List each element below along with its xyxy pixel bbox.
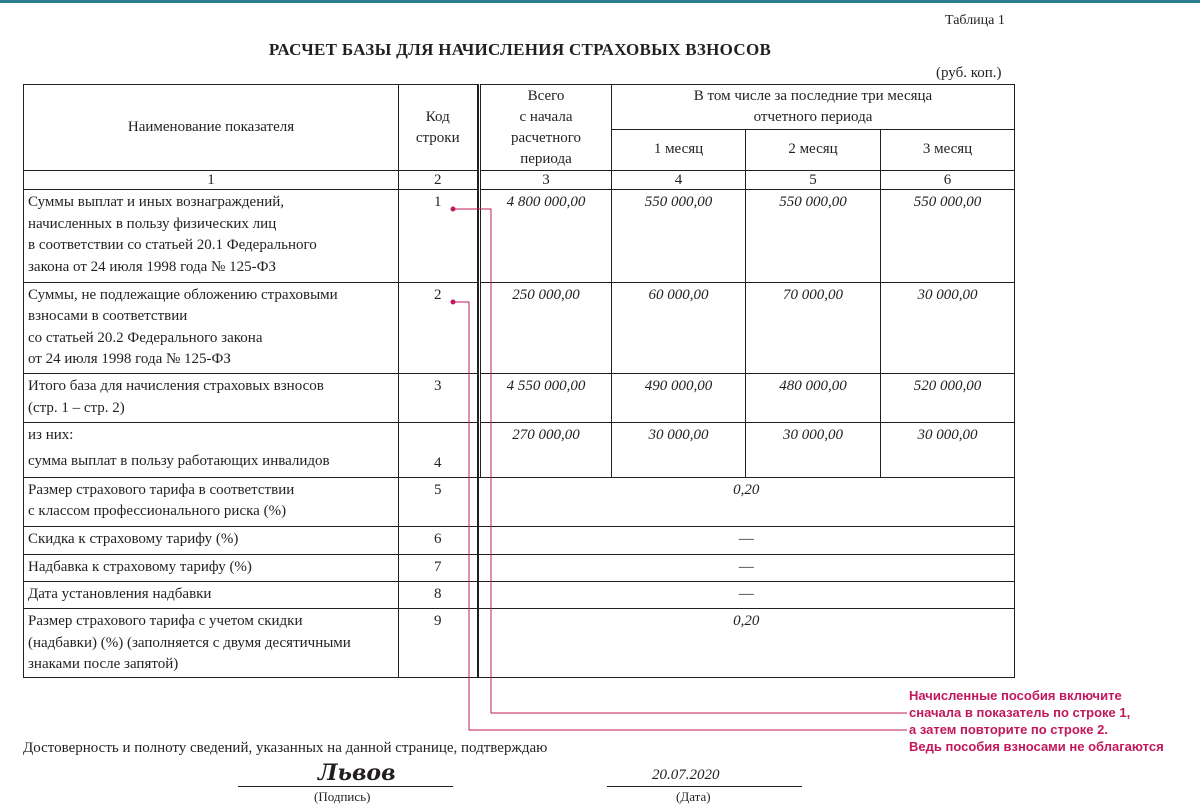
col-header-last3: В том числе за последние три месяца отчетного периода — [612, 85, 1015, 130]
row-code: 5 — [399, 477, 478, 527]
row-name: Скидка к страховому тарифу (%) — [24, 527, 399, 554]
leader-dot-row2 — [451, 300, 456, 305]
row-name: Суммы, не подлежащие обложению страховыми взносами в соответствии со статьей 20.2 Федерального закона от 24 июля 1998 года № 125-ФЗ — [24, 282, 399, 373]
col-number: 4 — [612, 171, 746, 190]
col-header-total: Всего с начала расчетного периода — [481, 85, 612, 171]
leader-dot-row1 — [451, 207, 456, 212]
row-code: 3 — [399, 374, 478, 423]
value-total: 270 000,00 — [481, 422, 612, 477]
value-month1: 60 000,00 — [612, 282, 746, 373]
date-caption: (Дата) — [676, 789, 711, 804]
value-month1: 490 000,00 — [612, 374, 746, 423]
table-number: Таблица 1 — [945, 13, 1005, 28]
page-title: РАСЧЕТ БАЗЫ ДЛЯ НАЧИСЛЕНИЯ СТРАХОВЫХ ВЗНОСОВ — [268, 40, 772, 59]
row-code: 9 — [399, 609, 478, 678]
row-name: из них: сумма выплат в пользу работающих инвалидов — [24, 422, 399, 477]
confirmation-text: Достоверность и полноту сведений, указанных на данной странице, подтверждаю — [23, 740, 548, 756]
value-month2: 480 000,00 — [746, 374, 881, 423]
value-total: 4 800 000,00 — [481, 190, 612, 282]
col-number: 6 — [881, 171, 1015, 190]
value-month3: 520 000,00 — [881, 374, 1015, 423]
row-name: Суммы выплат и иных вознаграждений, начисленных в пользу физических лиц в соответствии со статьей 20.1 Федерального закона от 24 июля 1998 года № 125-ФЗ — [24, 190, 399, 282]
col-header-code: Код строки — [399, 85, 478, 171]
units-label: (руб. коп.) — [936, 65, 1002, 81]
value-merged: 0,20 — [478, 477, 1015, 527]
row-code: 6 — [399, 527, 478, 554]
col-header-month1: 1 месяц — [612, 129, 746, 171]
value-merged: 0,20 — [478, 609, 1015, 678]
value-month3: 30 000,00 — [881, 282, 1015, 373]
row-name: Размер страхового тарифа в соответствии с классом профессионального риска (%) — [24, 477, 399, 527]
value-month3: 550 000,00 — [881, 190, 1015, 282]
value-month2: 70 000,00 — [746, 282, 881, 373]
value-merged: — — [478, 582, 1015, 609]
annotation-note: Начисленные пособия включите сначала в показатель по строке 1, а затем повторите по строке 2. Ведь пособия взносами не облагаются — [909, 688, 1164, 754]
signature: Львов — [318, 760, 396, 786]
value-total: 4 550 000,00 — [481, 374, 612, 423]
col-header-month2: 2 месяц — [746, 129, 881, 171]
row-code: 1 — [399, 190, 478, 282]
date-line — [607, 786, 802, 787]
col-header-name: Наименование показателя — [24, 85, 399, 171]
col-number: 1 — [24, 171, 399, 190]
signature-line — [238, 786, 453, 787]
col-number: 3 — [481, 171, 612, 190]
row-code: 2 — [399, 282, 478, 373]
row-name: Надбавка к страховому тарифу (%) — [24, 554, 399, 581]
col-number: 2 — [399, 171, 478, 190]
value-merged: — — [478, 527, 1015, 554]
value-month1: 550 000,00 — [612, 190, 746, 282]
row-code: 4 — [399, 422, 478, 477]
col-header-month3: 3 месяц — [881, 129, 1015, 171]
value-total: 250 000,00 — [481, 282, 612, 373]
date-value: 20.07.2020 — [652, 767, 720, 783]
col-number: 5 — [746, 171, 881, 190]
row-code: 7 — [399, 554, 478, 581]
leader-line-row1 — [453, 209, 907, 713]
value-month2: 550 000,00 — [746, 190, 881, 282]
value-month1: 30 000,00 — [612, 422, 746, 477]
value-month3: 30 000,00 — [881, 422, 1015, 477]
value-month2: 30 000,00 — [746, 422, 881, 477]
leader-line-row2 — [453, 302, 907, 730]
value-merged: — — [478, 554, 1015, 581]
row-name: Дата установления надбавки — [24, 582, 399, 609]
row-code: 8 — [399, 582, 478, 609]
row-name: Итого база для начисления страховых взносов (стр. 1 – стр. 2) — [24, 374, 399, 423]
row-name: Размер страхового тарифа с учетом скидки (надбавки) (%) (заполняется с двумя десятичными знаками после запятой) — [24, 609, 399, 678]
signature-caption: (Подпись) — [314, 789, 371, 804]
